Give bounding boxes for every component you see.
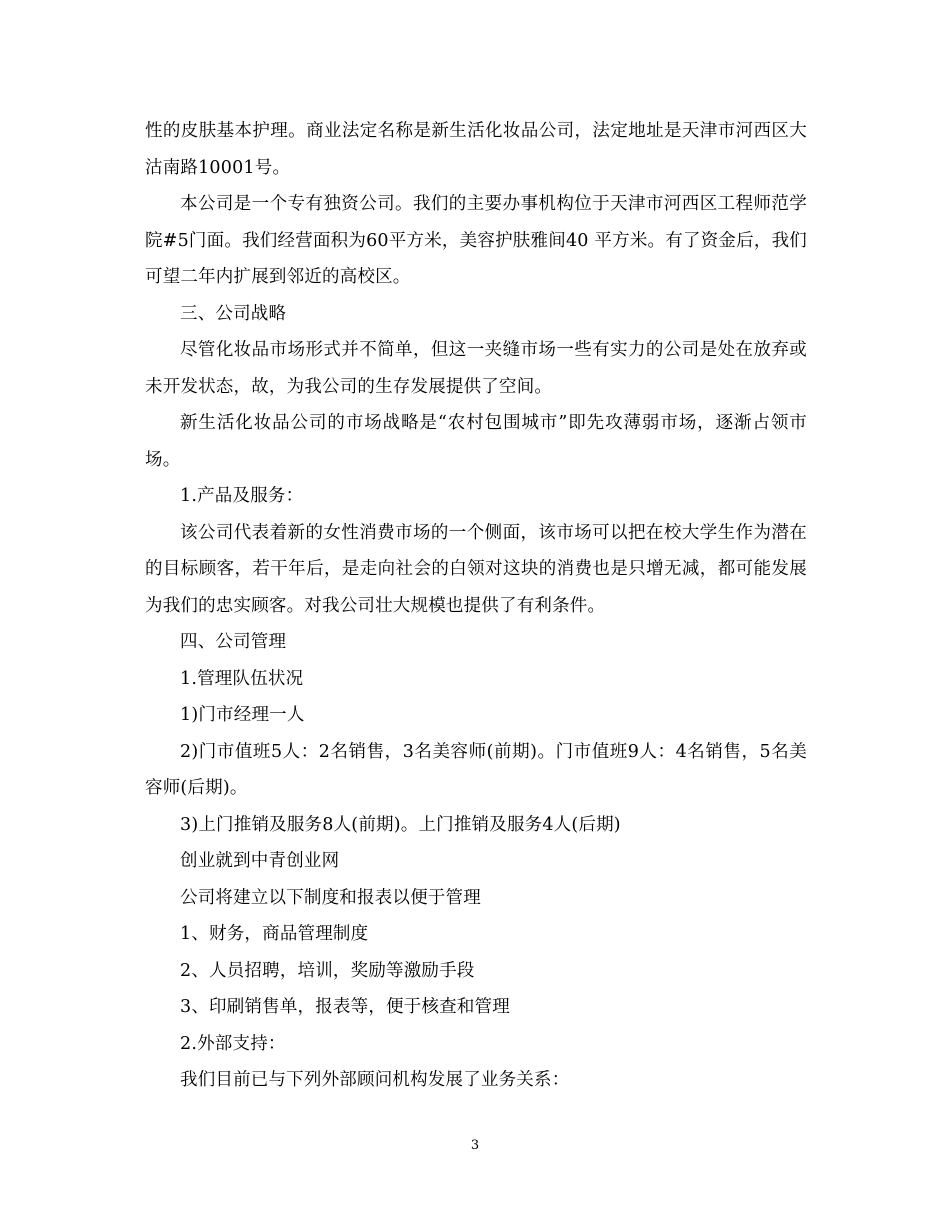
paragraph: 3、印刷销售单，报表等，便于核查和管理: [180, 997, 510, 1017]
paragraph: 1.管理队伍状况: [180, 668, 304, 689]
document-body: [145, 113, 807, 1099]
paragraph: 2.外部支持：: [180, 1033, 286, 1054]
paragraph: 三、公司战略: [180, 303, 287, 324]
paragraph: 尽管化妆品市场形式并不简单，但这一夹缝市场一些有实力的公司是处在放弃或未开发状态，故，为我公司的生存发展提供了空间。: [145, 340, 807, 397]
paragraph: 新生活化妆品公司的市场战略是“农村包围城市”即先攻薄弱市场，逐渐占领市场。: [145, 413, 807, 470]
paragraph: 1)门市经理一人: [180, 705, 305, 725]
paragraph: 我们目前已与下列外部顾问机构发展了业务关系：: [180, 1070, 570, 1090]
paragraph: 性的皮肤基本护理。商业法定名称是新生活化妆品公司，法定地址是天津市河西区大沽南路10001号。: [145, 121, 807, 178]
paragraph: 公司将建立以下制度和报表以便于管理: [180, 887, 481, 908]
paragraph: 2、人员招聘，培训，奖励等激励手段: [180, 960, 475, 981]
page-number: 3: [470, 1138, 480, 1153]
paragraph: 1、财务，商品管理制度: [180, 924, 369, 944]
paragraph: 3)上门推销及服务8人(前期)。上门推销及服务4人(后期): [180, 814, 621, 835]
paragraph: 1.产品及服务：: [180, 486, 304, 506]
paragraph: 本公司是一个专有独资公司。我们的主要办事机构位于天津市河西区工程师范学院#5门面。我们经营面积为60平方米，美容护肤雅间40 平方米。有了资金后，我们可望二年内扩展到邻近的高校区。: [145, 194, 807, 287]
paragraph: 四、公司管理: [180, 632, 287, 652]
paragraph: 该公司代表着新的女性消费市场的一个侧面，该市场可以把在校大学生作为潜在的目标顾客，若干年后，是走向社会的白领对这块的消费也是只增无减，都可能发展为我们的忠实顾客。对我公司壮大规模也提供了有利条件。: [145, 522, 807, 616]
paragraph: 2)门市值班5人：2名销售，3名美容师(前期)。门市值班9人：4名销售，5名美容师(后期)。: [145, 741, 807, 798]
paragraph: 创业就到中青创业网: [180, 851, 340, 871]
